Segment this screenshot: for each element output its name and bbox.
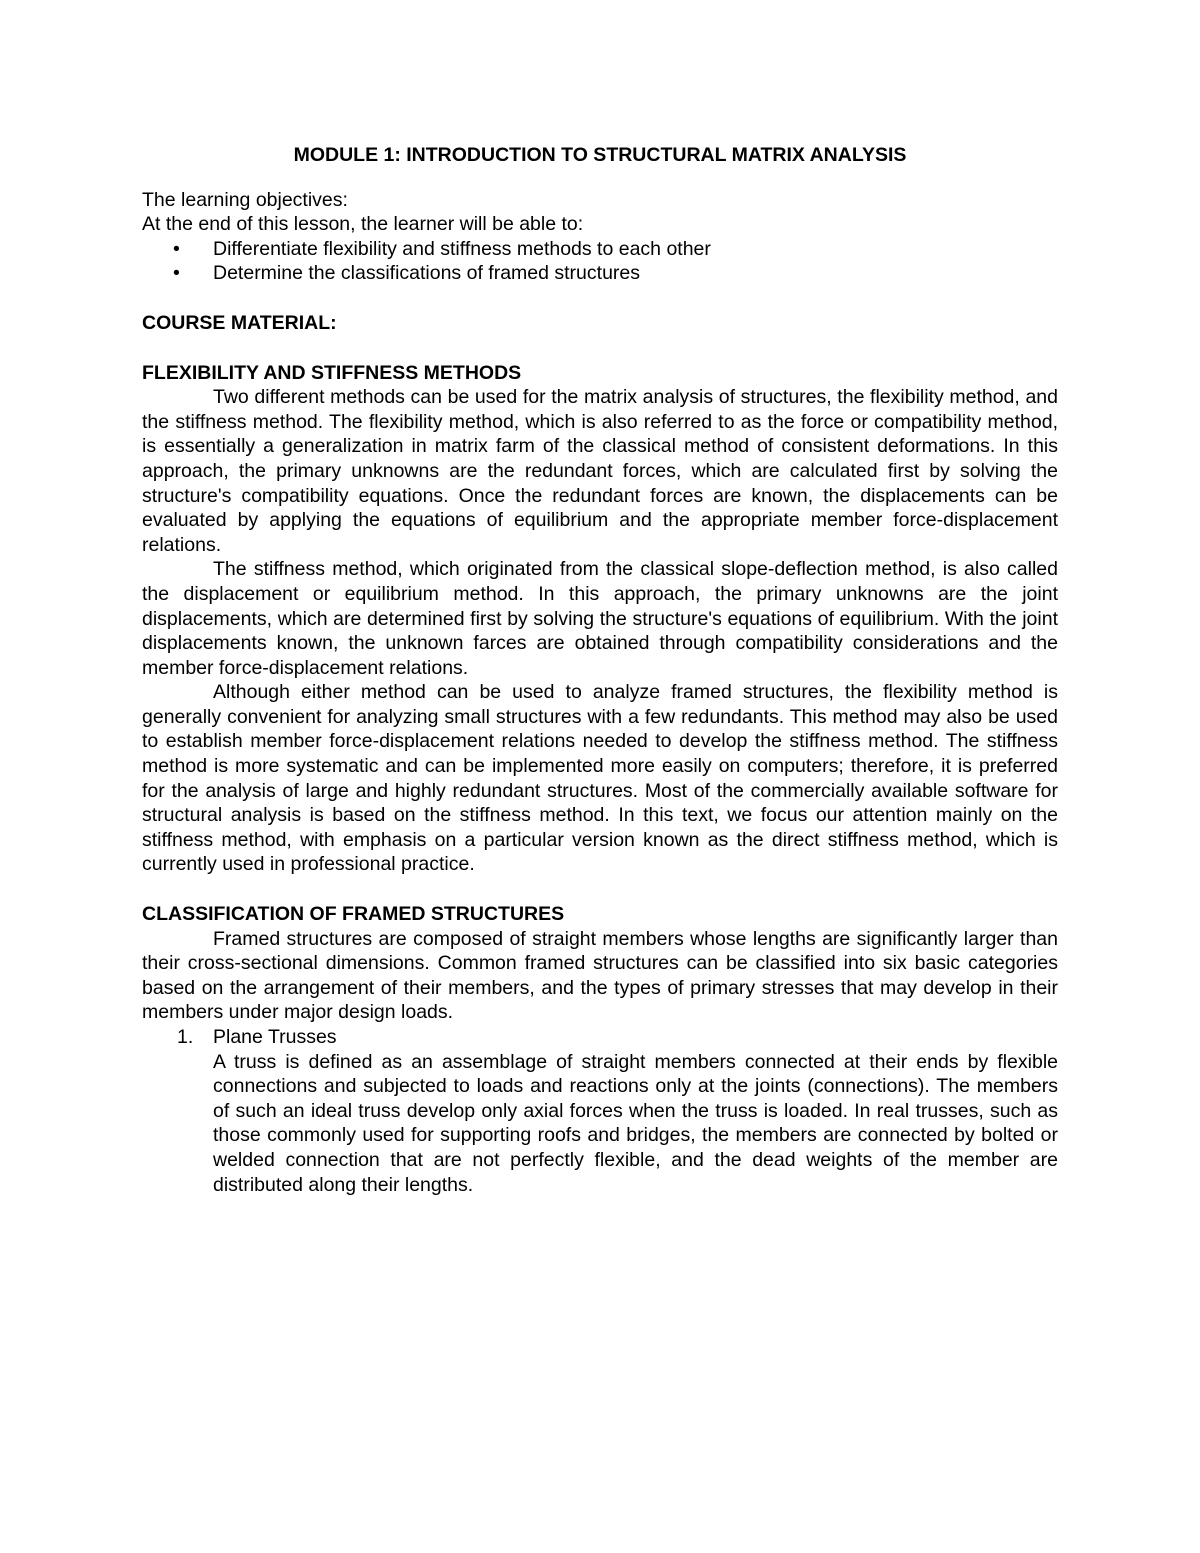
paragraph: Although either method can be used to analyze framed structures, the flexibility method is generally convenient for analyzing small structures with a few redundants. This method may also be used to establish member force-displacement relations needed to develop the stiffness method. The stiffness method is more systematic and can be implemented more easily on computers; therefore, it is preferred for the analysis of large and highly redundant structures. Most of the commercially available software for structural analysis is based on the stiffness method. In this text, we focus our attention mainly on the stiffness method, with emphasis on a particular version known as the direct stiffness method, which is currently used in professional practice.	[142, 681, 1058, 876]
objectives-list	[142, 237, 1058, 286]
module-title: MODULE 1: INTRODUCTION TO STRUCTURAL MATRIX ANALYSIS	[293, 144, 907, 166]
objectives-label: The learning objectives:	[142, 188, 348, 211]
bullet-icon: •	[173, 262, 180, 285]
item-body: A truss is defined as an assemblage of straight members connected at their ends by flexible connections and subjected to loads and reactions only at the joints (connections). The members of such an ideal truss develop only axial forces when the truss is loaded. In real trusses, such as those commonly used for supporting roofs and bridges, the members are connected by bolted or welded connection that are not perfectly flexible, and the dead weights of the member are distributed along their lengths.	[213, 1050, 1058, 1196]
paragraph: The stiffness method, which originated from the classical slope-deflection method, is also called the displacement or equilibrium method. In this approach, the primary unknowns are the joint displacements, which are determined first by solving the structure's equations of equilibrium. With the joint displacements known, the unknown farces are obtained through compatibility considerations and the member force-displacement relations.	[142, 558, 1058, 679]
bullet-icon: •	[173, 237, 180, 260]
item-title: Plane Trusses	[213, 1026, 337, 1048]
paragraph: Framed structures are composed of straight members whose lengths are significantly larger than their cross-sectional dimensions. Common framed structures can be classified into six basic categories based on the arrangement of their members, and the types of primary stresses that may develop in their members under major design loads.	[142, 927, 1058, 1024]
objective-text: Determine the classifications of framed structures	[213, 262, 641, 285]
objectives-intro: At the end of this lesson, the learner will be able to:	[142, 213, 584, 236]
section-heading-flexibility-stiffness: FLEXIBILITY AND STIFFNESS METHODS	[142, 361, 522, 384]
numbered-list	[142, 1025, 1058, 1197]
section-heading-classification: CLASSIFICATION OF FRAMED STRUCTURES	[142, 903, 565, 926]
objective-item	[173, 261, 1058, 286]
paragraph: Two different methods can be used for the matrix analysis of structures, the flexibility method, and the stiffness method. The flexibility method, which is also referred to as the force or compatibility method, is essentially a generalization in matrix farm of the classical method of consistent deformations. In this approach, the primary unknowns are the redundant forces, which are calculated first by solving the structure's compatibility equations. Once the redundant forces are known, the displacements can be evaluated by applying the equations of equilibrium and the appropriate member force-displacement relations.	[142, 386, 1058, 556]
objective-text: Differentiate flexibility and stiffness methods to each other	[213, 237, 711, 260]
course-material-heading: COURSE MATERIAL:	[142, 311, 337, 334]
item-number: 1.	[177, 1026, 194, 1048]
objective-item	[173, 237, 1058, 262]
numbered-item	[177, 1025, 1058, 1197]
